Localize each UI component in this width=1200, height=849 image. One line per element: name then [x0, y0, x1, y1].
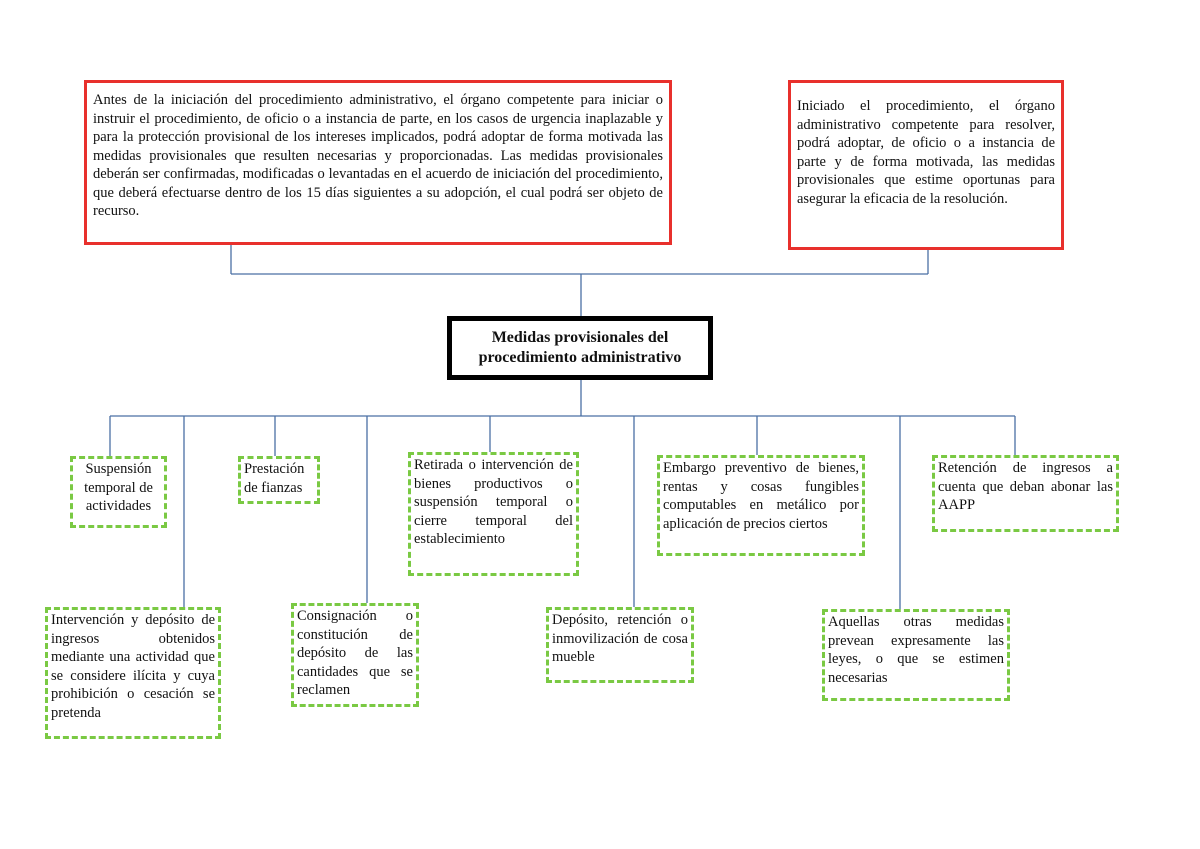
- measure-text: Suspensión temporal de actividades: [84, 461, 153, 514]
- measure-box-consignacion: [291, 603, 419, 707]
- measure-box-retencion-ingresos: [932, 455, 1119, 532]
- measure-text: Aquellas otras medidas prevean expresamente las leyes, o que se estimen necesarias: [828, 614, 1004, 686]
- pre-initiation-box: [84, 80, 672, 245]
- measure-box-fianzas: [238, 456, 320, 504]
- measure-box-otras-medidas: [822, 609, 1010, 701]
- measure-text: Intervención y depósito de ingresos obtenidos mediante una actividad que se considere ilícita y cuya prohibición o cesación se pretenda: [51, 612, 215, 721]
- central-title-box: [447, 316, 713, 380]
- measure-text: Prestación de fianzas: [244, 461, 305, 496]
- pre-initiation-text: Antes de la iniciación del procedimiento administrativo, el órgano competente para iniciar o instruir el procedimiento, de oficio o a instancia de parte, en los casos de urgencia inaplazable y para la protección provisional de los intereses implicados, podrá adoptar de forma motivada las medidas provisionales que resulten necesarias y proporcionadas. Las medidas provisionales deberán ser confirmadas, modificadas o levantadas en el acuerdo de iniciación del procedimiento, que deberá efectuarse dentro de los 15 días siguientes a su adopción, el cual podrá ser objeto de recurso.: [93, 92, 663, 219]
- post-initiation-text: Iniciado el procedimiento, el órgano administrativo competente para resolver, podrá adoptar, de oficio o a instancia de parte y de forma motivada, las medidas provisionales que estime oportunas para asegurar la eficacia de la resolución.: [797, 98, 1055, 207]
- measure-text: Retención de ingresos a cuenta que deban abonar las AAPP: [938, 460, 1113, 513]
- measure-box-embargo: [657, 455, 865, 556]
- post-initiation-box: [788, 80, 1064, 250]
- measure-text: Retirada o intervención de bienes productivos o suspensión temporal o cierre temporal del establecimiento: [414, 457, 573, 547]
- measure-box-retirada: [408, 452, 579, 576]
- measure-box-suspension: [70, 456, 167, 528]
- measure-text: Depósito, retención o inmovilización de cosa mueble: [552, 612, 688, 665]
- measure-text: Embargo preventivo de bienes, rentas y cosas fungibles computables en metálico por aplicación de precios ciertos: [663, 460, 859, 532]
- measure-box-deposito-mueble: [546, 607, 694, 683]
- measure-box-intervencion-deposito: [45, 607, 221, 739]
- central-title: Medidas provisionales del procedimiento administrativo: [478, 329, 682, 366]
- measure-text: Consignación o constitución de depósito de las cantidades que se reclamen: [297, 608, 413, 698]
